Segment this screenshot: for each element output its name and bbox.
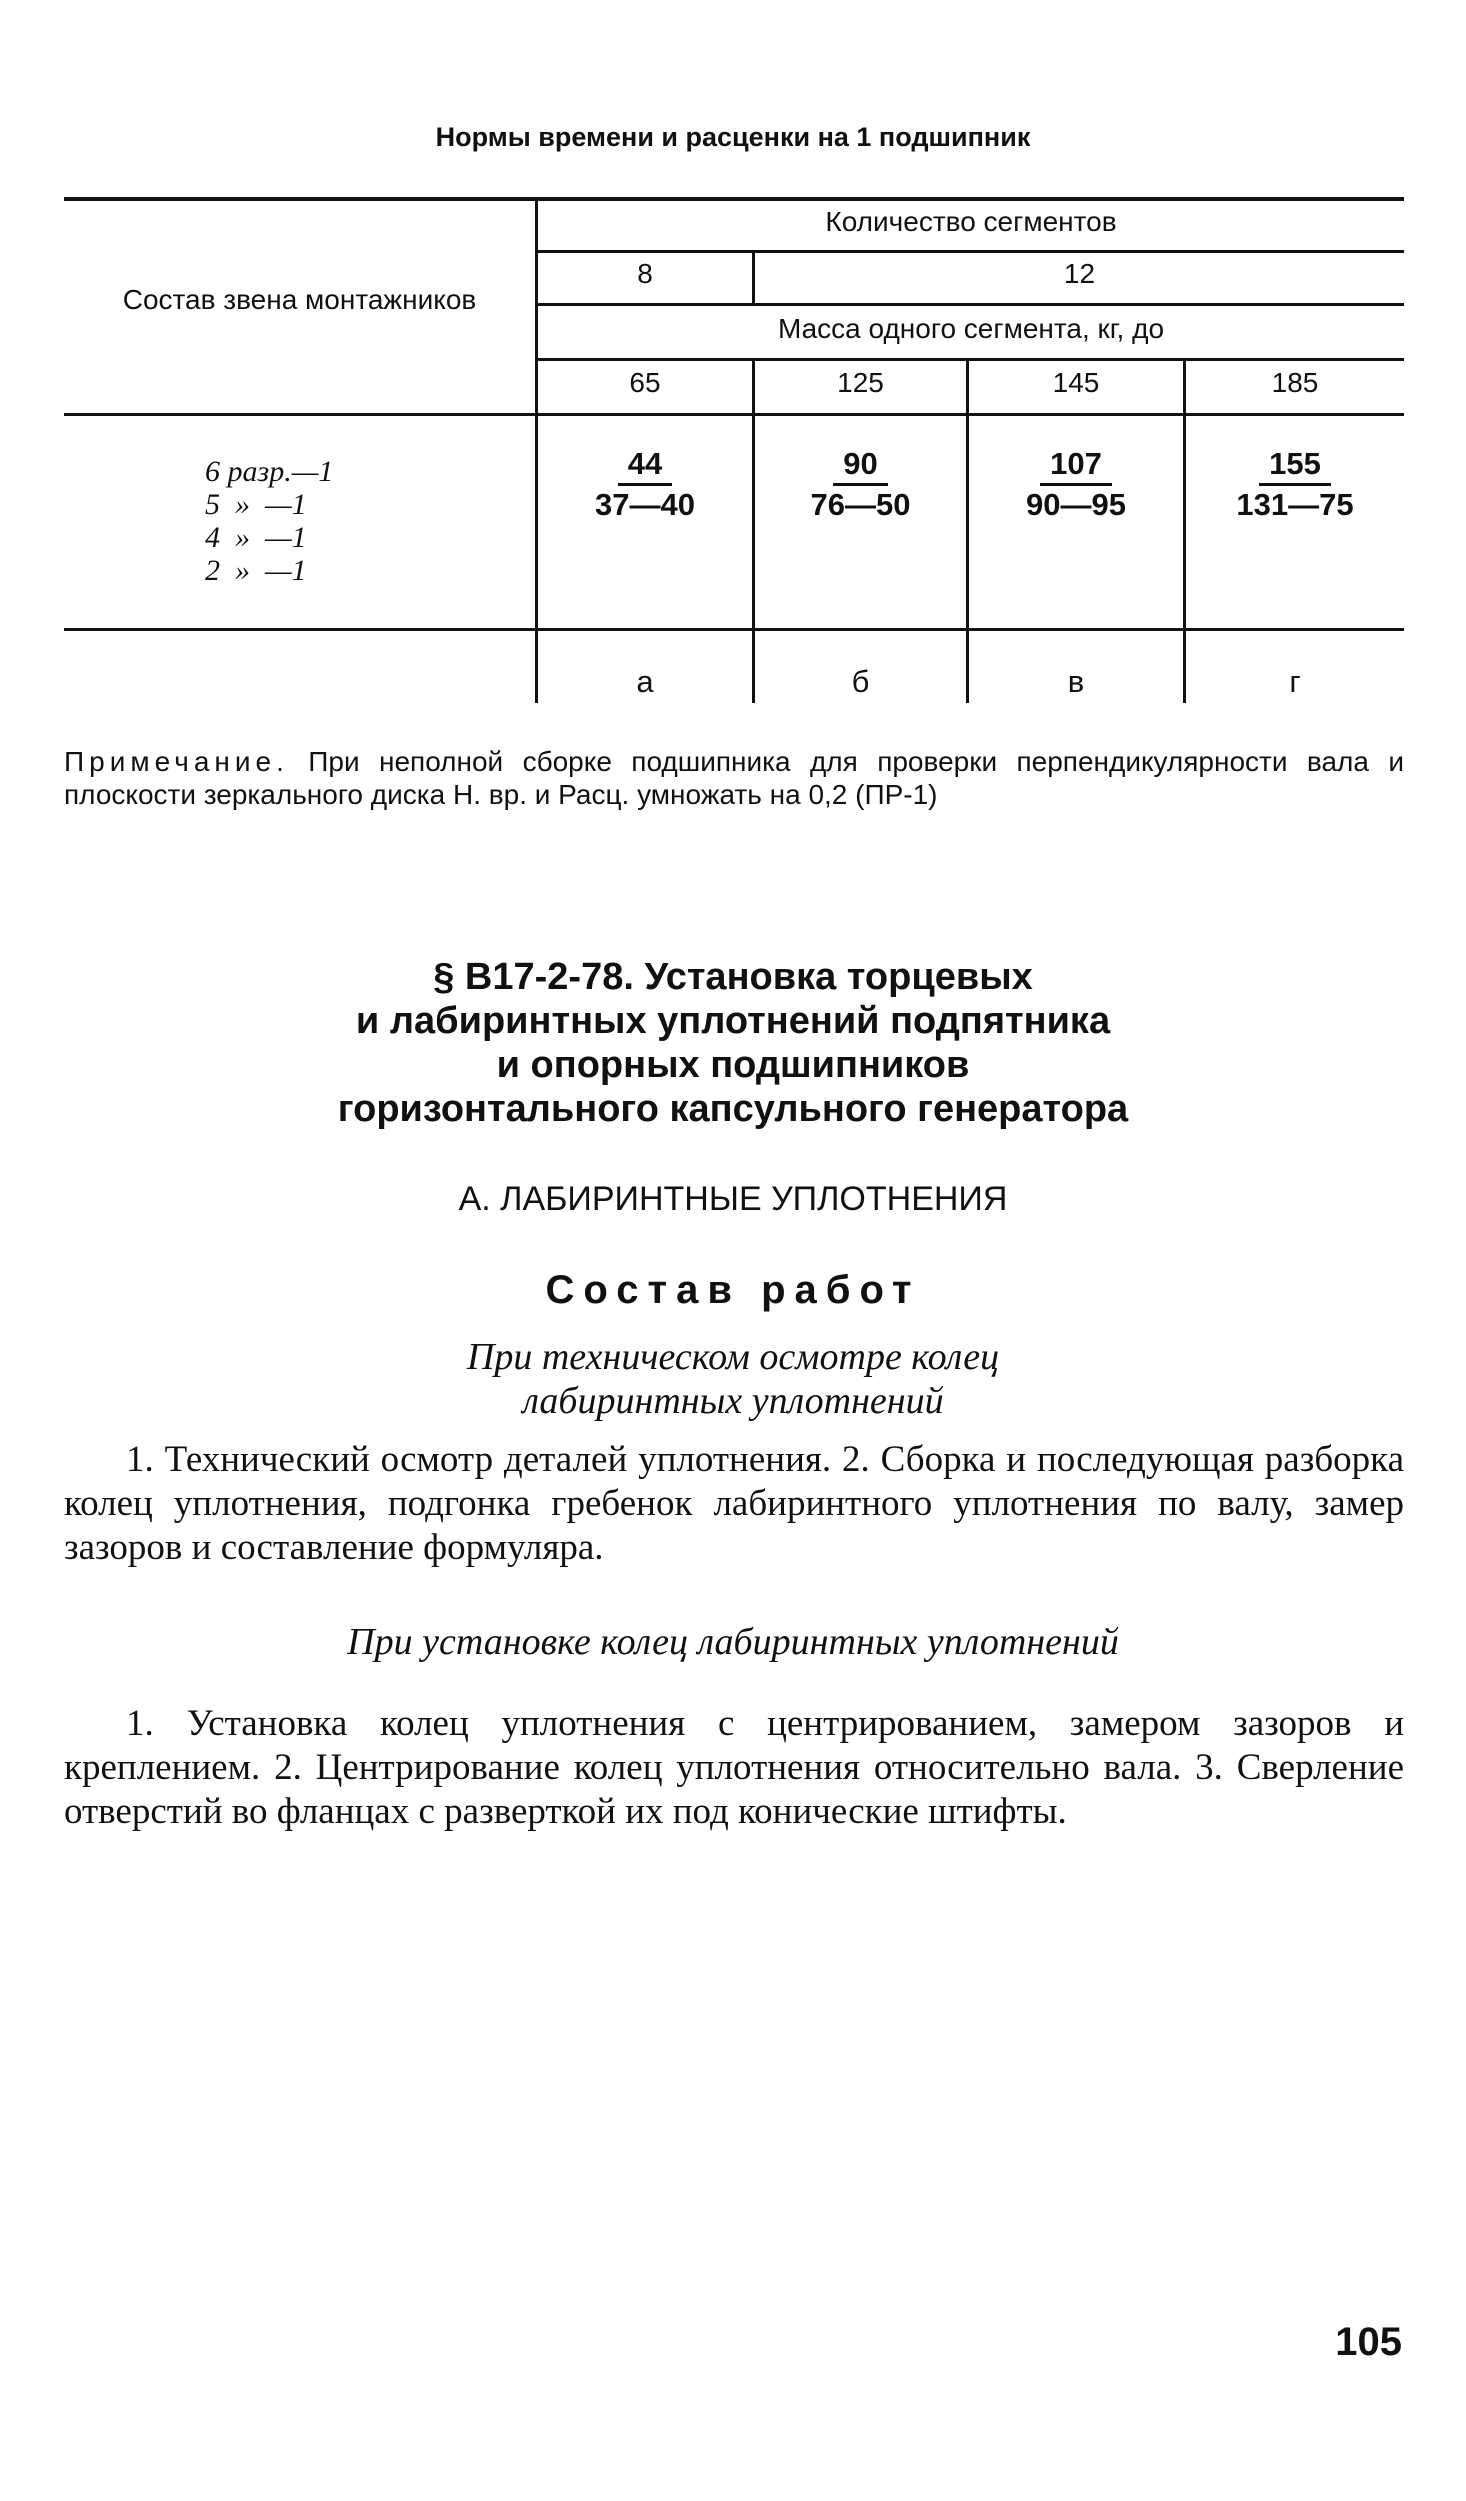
table-divider	[1183, 358, 1186, 703]
crew-column-header: Состав звена монтажников	[122, 284, 477, 315]
mass-header: Масса одного сегмента, кг, до	[777, 313, 1165, 344]
crew-composition	[205, 455, 333, 587]
table-body-bottom-rule	[64, 628, 1404, 631]
value-cell-b	[755, 446, 966, 524]
value-cell-g	[1186, 446, 1404, 524]
part1-title-line: При техническом осмотре колец	[466, 1336, 1000, 1378]
table-rule	[535, 250, 1404, 253]
mass-125: 125	[837, 367, 884, 398]
part2-title: При установке колец лабиринтных уплотнений	[347, 1621, 1119, 1663]
crew-line: 2 » —1	[205, 554, 307, 587]
rate-value: 76—50	[810, 487, 911, 522]
table-divider	[966, 358, 969, 703]
segments-header: Количество сегментов	[825, 206, 1117, 237]
work-title: Состав работ	[545, 1268, 921, 1312]
value-cell-v	[969, 446, 1183, 524]
column-letter: б	[851, 664, 870, 699]
norm-value: 155	[1259, 448, 1331, 486]
heading-line: и опорных подшипников	[496, 1044, 970, 1086]
column-letter: а	[636, 664, 654, 699]
part1-text: 1. Технический осмотр деталей уплотнения. 2. Сборка и последующая разборка колец уплотнения, подгонка гребенок лабиринтного уплотнения по валу, замер зазоров и составление формуляра.	[64, 1439, 1404, 1568]
table-top-rule	[64, 197, 1404, 201]
mass-185: 185	[1271, 367, 1319, 398]
table-rule	[535, 358, 1404, 361]
crew-line: 4 » —1	[205, 521, 307, 554]
table-rule	[535, 303, 1404, 306]
column-letter: в	[1067, 664, 1085, 699]
heading-line: горизонтального капсульного генератора	[337, 1088, 1129, 1130]
crew-line: 6 разр.—1	[205, 455, 334, 488]
rate-value: 131—75	[1236, 487, 1354, 522]
table-divider	[752, 358, 755, 703]
segments-12: 12	[1063, 258, 1096, 289]
segments-8: 8	[637, 258, 653, 289]
note-label: Примечание.	[64, 746, 289, 777]
heading-line: § В17-2-78. Установка торцевых	[433, 956, 1033, 998]
subsection-title: А. ЛАБИРИНТНЫЕ УПЛОТНЕНИЯ	[458, 1180, 1008, 1218]
table-note	[64, 745, 1404, 811]
rate-value: 90—95	[1026, 487, 1126, 522]
section-heading	[0, 955, 1466, 1131]
crew-line: 5 » —1	[205, 488, 307, 521]
norm-value: 44	[618, 448, 672, 486]
mass-145: 145	[1052, 367, 1100, 398]
note-text: При неполной сборке подшипника для проверки перпендикулярности вала и плоскости зеркального диска Н. вр. и Расц. умножать на 0,2 (ПР-1)	[64, 746, 1404, 810]
part1-title-line: лабиринтных уплотнений	[522, 1380, 944, 1422]
column-letter: г	[1289, 664, 1301, 699]
part1-title	[0, 1335, 1466, 1423]
table-caption: Нормы времени и расценки на 1 подшипник	[435, 122, 1031, 152]
value-cell-a	[538, 446, 752, 524]
page-number: 105	[1335, 2320, 1402, 2364]
mass-65: 65	[629, 367, 661, 398]
part2-text: 1. Установка колец уплотнения с центрированием, замером зазоров и креплением. 2. Центрирование колец уплотнения относительно вала. 3. Сверление отверстий во фланцах с разверткой их под конические штифты.	[64, 1703, 1404, 1832]
heading-line: и лабиринтных уплотнений подпятника	[355, 1000, 1111, 1042]
norm-value: 107	[1040, 448, 1112, 486]
table-header-bottom-rule	[64, 413, 1404, 416]
rate-value: 37—40	[595, 487, 695, 522]
norm-value: 90	[833, 448, 887, 486]
